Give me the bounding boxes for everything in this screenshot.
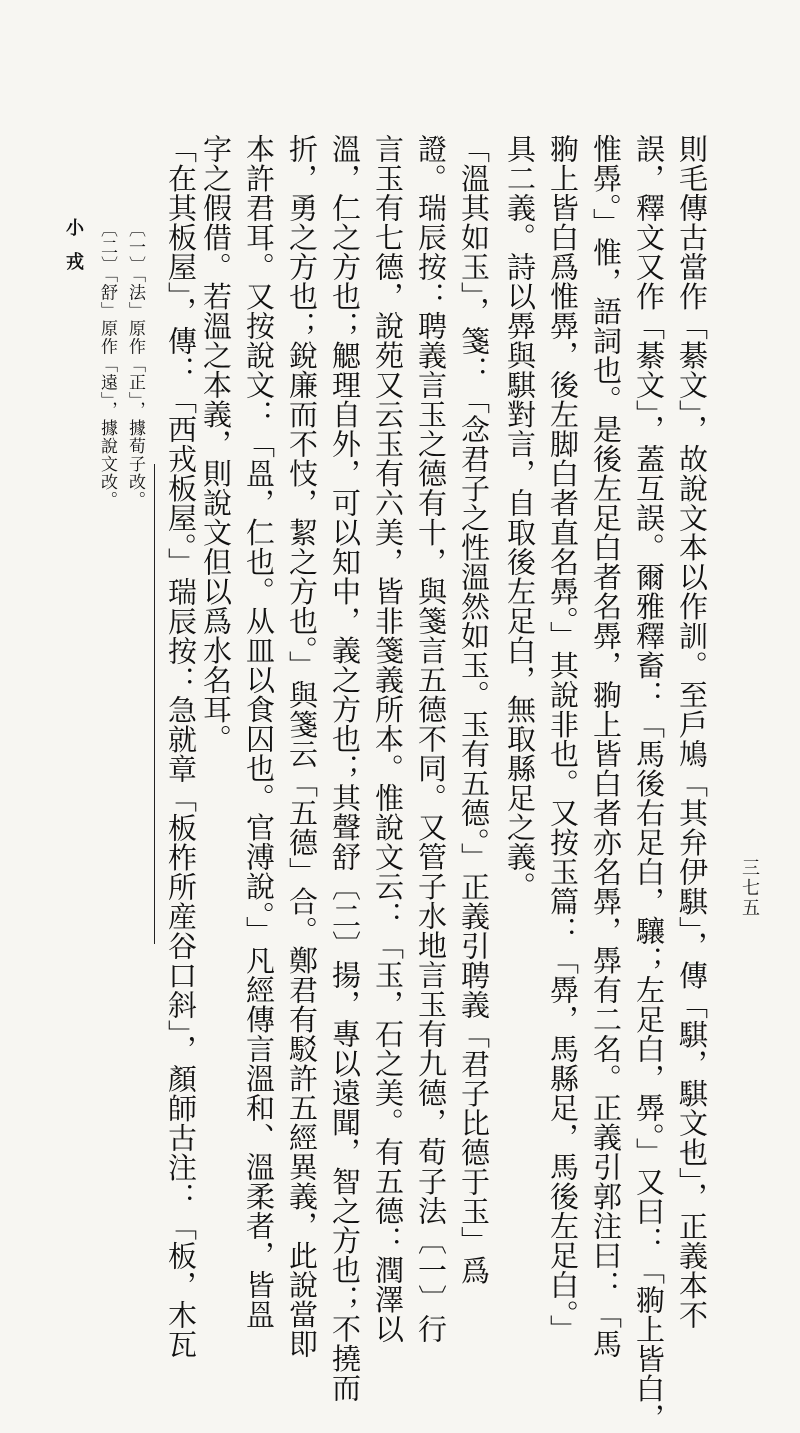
footnote: 〔一〕「法」原作「正」，據荀子改。 (125, 220, 145, 509)
text-line: 惟馵。」惟，語詞也。是後左足白者名馵，翑上皆白者亦名馵，馵有二名。正義引郭注曰：「馬 (589, 134, 623, 1359)
text-line: 溫，仁之方也；䚡理自外，可以知中，義之方也；其聲舒〔二〕揚，專以遠聞，智之方也；不撓而 (328, 134, 362, 1403)
text-line: 本許君耳。又按說文：「𥁕，仁也。从皿以食囚也。官溥說。」凡經傳言溫和、溫柔者，皆𥁕 (242, 134, 276, 1329)
text-line: 字之假借。若溫之本義，則說文但以爲水名耳。 (199, 134, 233, 754)
text-line: 翑上皆白爲惟馵，後左脚白者直名馵。」其說非也。又按玉篇：「馵，馬縣足，馬後左足白。」 (546, 134, 580, 1344)
text-line: 言玉有七德，說苑又云玉有六美，皆非箋義所本。惟說文云：「玉，石之美。有五德：潤澤以 (371, 134, 405, 1344)
text-line: 折，勇之方也；銳廉而不忮，絜之方也。」與箋云「五德」合。鄭君有駁許五經異義，此說當即 (285, 134, 319, 1359)
running-header: 小戎 (63, 218, 84, 286)
footnote-rule (154, 464, 155, 944)
text-line: 證。瑞辰按：聘義言玉之德有十，與箋言五德不同。又管子水地言玉有九德，荀子法〔一〕行 (414, 134, 448, 1344)
page-number: 三七五 (739, 858, 760, 918)
text-line: 誤，釋文又作「綦文」，蓋互誤。爾雅釋畜：「馬後右足白，驤；左足白，馵。」又曰：「翑上皆白， (632, 134, 666, 1433)
text-line: 「溫其如玉」，箋：「念君子之性溫然如玉。玉有五德。」正義引聘義「君子比德于玉」爲 (457, 134, 491, 1285)
footnote: 〔二〕「舒」原作「遠」，據說文改。 (97, 220, 117, 509)
text-line: 具二義。詩以馵與騏對言，自取後左足白，無取縣足之義。 (503, 134, 537, 901)
text-line: 則毛傳古當作「綦文」，故說文本以作訓。至戶鳩「其弁伊騏」，傳「騏，騏文也」，正義本不 (675, 134, 709, 1330)
text-line: 「在其板屋」，傳：「西戎板屋。」瑞辰按：急就章「板柞所産谷口斜」，顏師古注：「板，木瓦 (164, 134, 198, 1359)
